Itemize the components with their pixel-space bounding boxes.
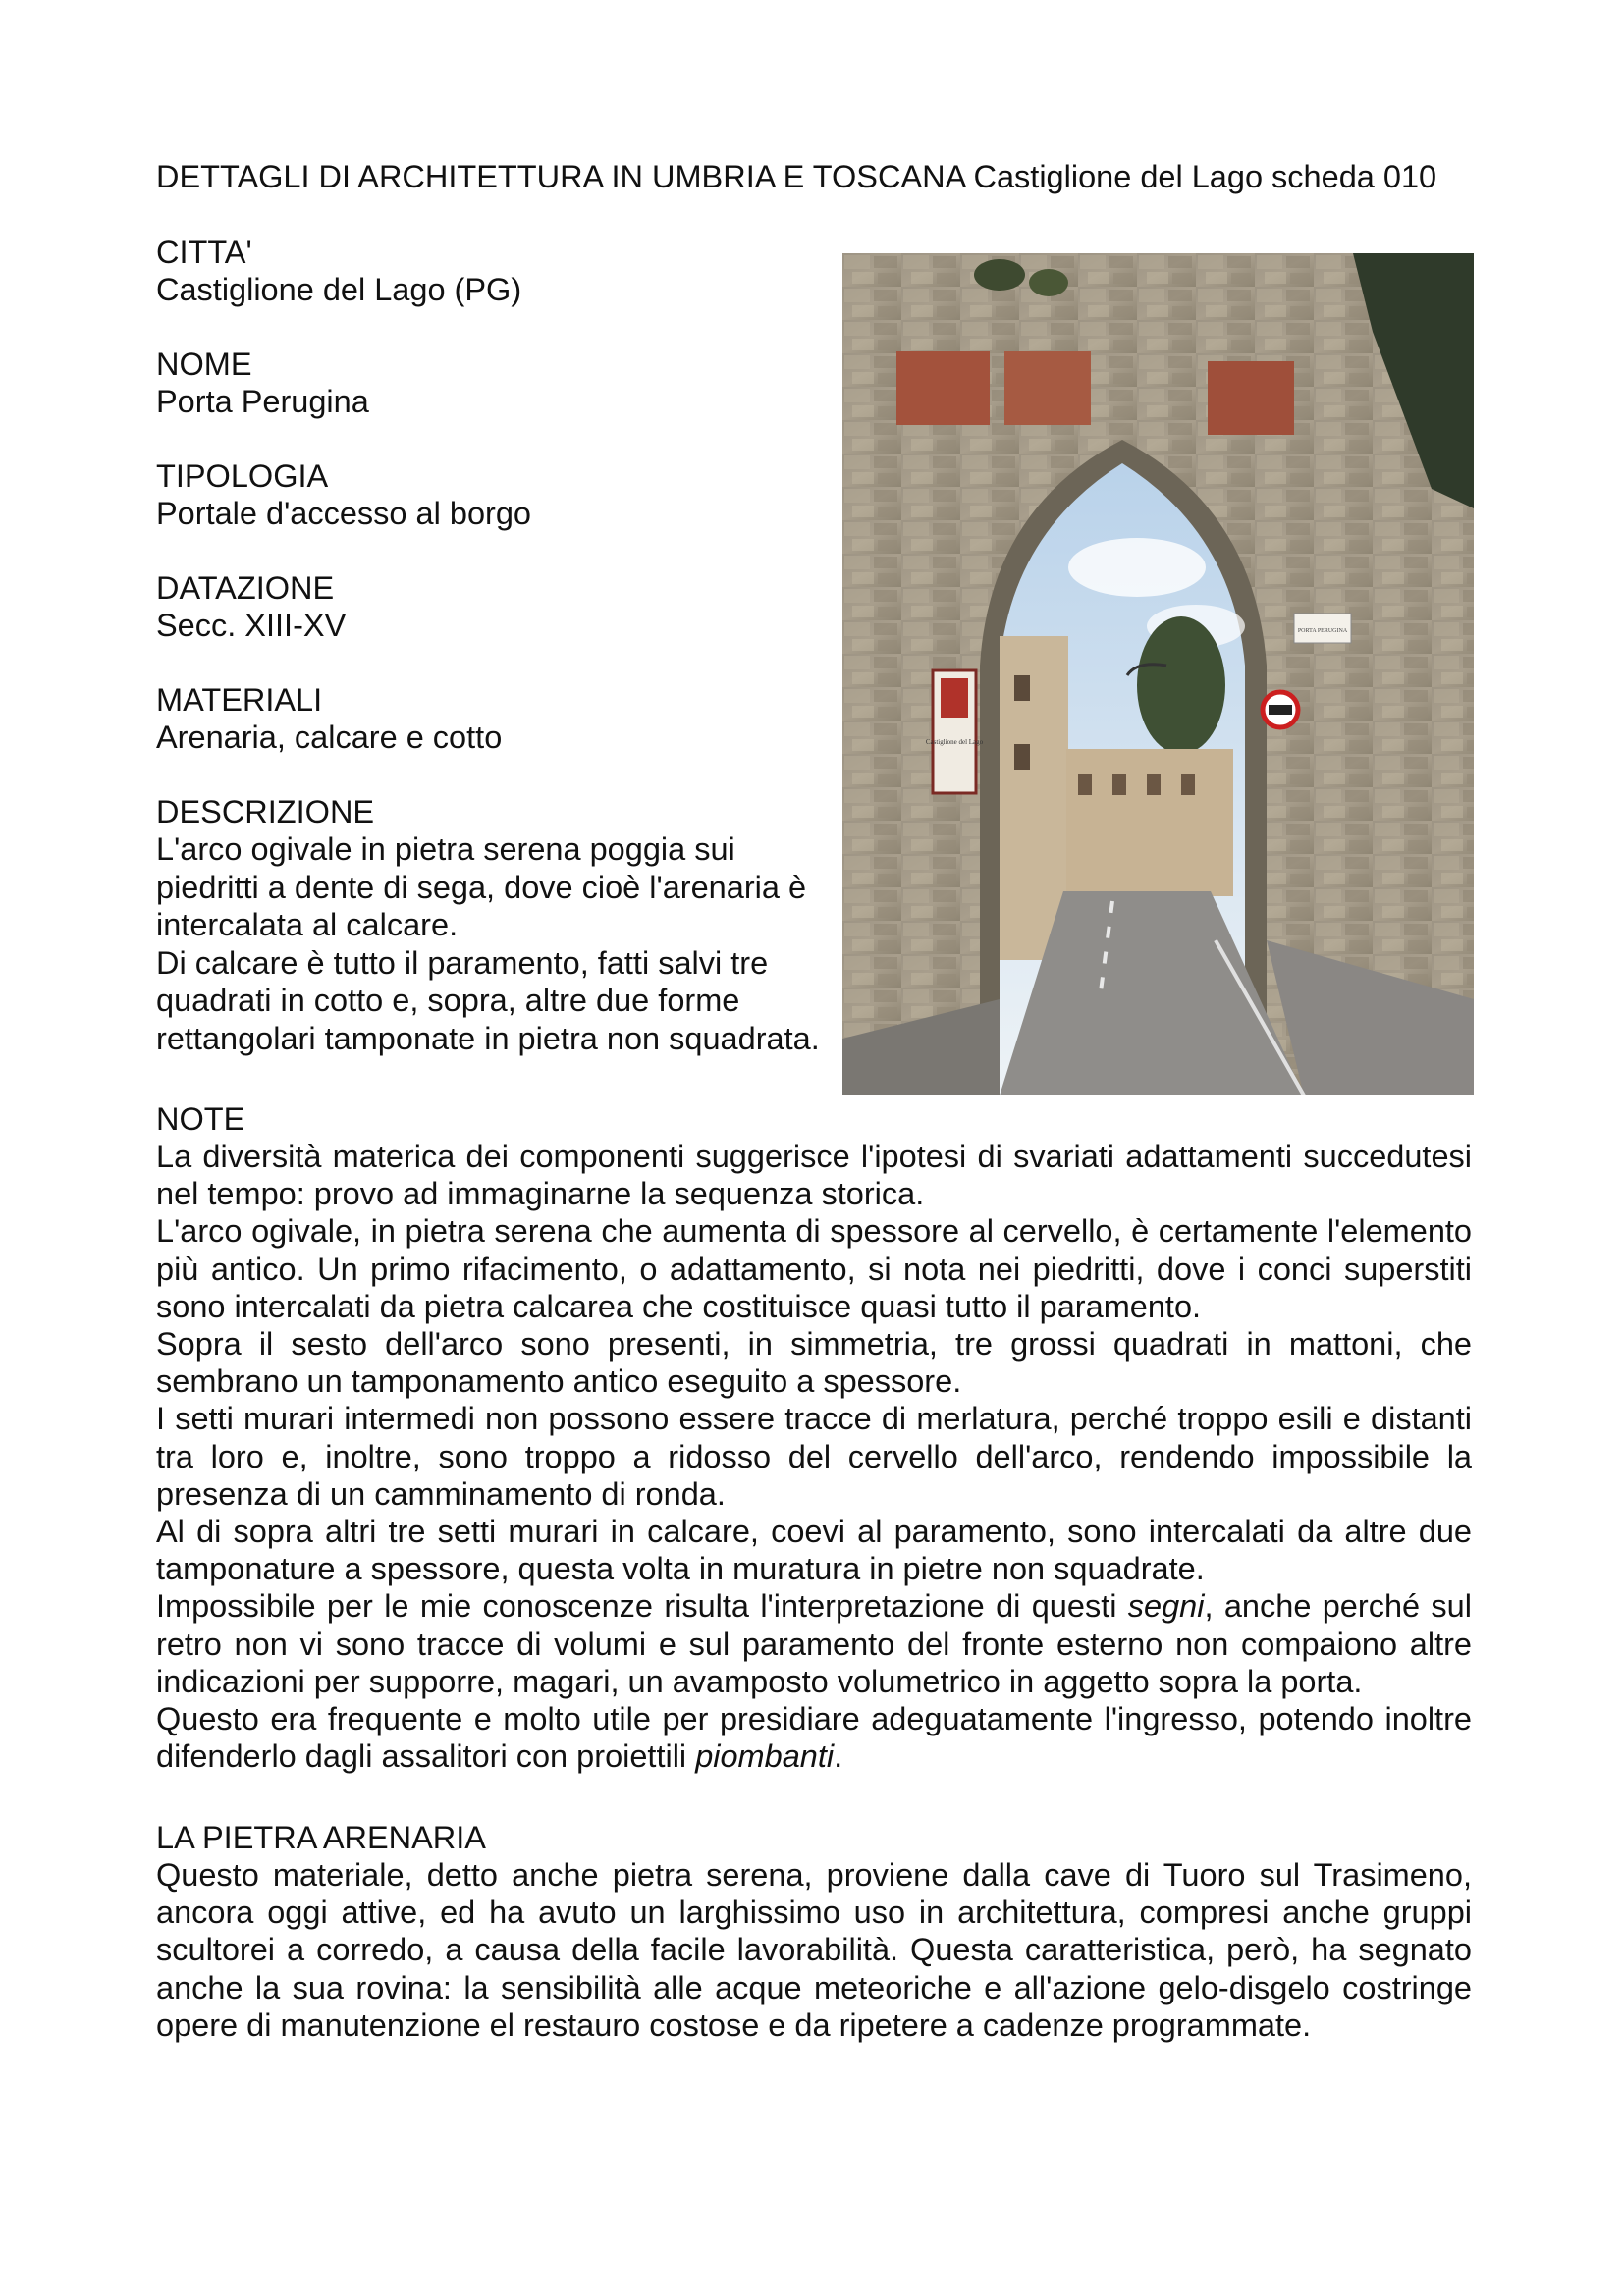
notes-paragraph: Al di sopra altri tre setti murari in calcare, coevi al paramento, sono intercalati da altre due tamponature a spessore, questa volta in muratura in pietre non squadrate. (156, 1514, 1472, 1587)
field-label-citta: CITTA' (156, 235, 252, 270)
notes-text: Impossibile per le mie conoscenze risulta l'interpretazione di questi (156, 1588, 1128, 1625)
field-label-tipologia: TIPOLOGIA (156, 458, 329, 494)
field-datazione (156, 569, 843, 644)
pietra-arenaria-paragraph: Questo materiale, detto anche pietra serena, proviene dalla cave di Tuoro sul Trasimeno, ancora oggi attive, ed ha avuto un larghissimo uso in architettura, compresi anche gruppi scultorei a corredo, a causa della facile lavorabilità. Questa caratteristica, però, ha segnato anche la sua rovina: la sensibilità alle acque meteoriche e all'azione gelo-disgelo costringe opere di manutenzione el restauro costose e da ripetere a cadenze programmate. (156, 1857, 1472, 2043)
field-citta (156, 234, 843, 308)
descrizione-line: quadrati in cotto e, sopra, altre due forme (156, 983, 740, 1018)
field-nome (156, 346, 843, 420)
notes-paragraph: Sopra il sesto dell'arco sono presenti, in simmetria, tre grossi quadrati in mattoni, che sembrano un tamponamento antico eseguito a spessore. (156, 1326, 1472, 1400)
notes-paragraph (156, 1587, 1472, 1700)
descrizione-line: rettangolari tamponate in pietra non squadrata. (156, 1020, 820, 1056)
field-label-materiali: MATERIALI (156, 682, 323, 718)
field-value-datazione: Secc. XIII-XV (156, 608, 347, 643)
page-header: DETTAGLI DI ARCHITETTURA IN UMBRIA E TOSCANA Castiglione del Lago scheda 010 (156, 159, 1437, 194)
notes-title: NOTE (156, 1101, 245, 1137)
notes-paragraph (156, 1700, 1472, 1775)
info-fields (156, 234, 843, 1095)
notes-paragraph: I setti murari intermedi non possono essere tracce di merlatura, perché troppo esili e distanti tra loro e, inoltre, sono troppo a ridosso del cervello dell'arco, rendendo impossibile la presenza di un camminamento di ronda. (156, 1401, 1472, 1512)
field-value-materiali: Arenaria, calcare e cotto (156, 720, 503, 755)
notes-text: . (834, 1738, 843, 1775)
notes-text: , anche perché sul retro non vi sono tracce di volumi e sul paramento del fronte esterno non compaiono altre indicazioni per supporre, magari, un avamposto volumetrico in aggetto sopra la porta. (156, 1588, 1472, 1699)
field-tipologia (156, 457, 843, 532)
notes-text: Questo era frequente e molto utile per presidiare adeguatamente l'ingresso, potendo inoltre difenderlo dagli assalitori con proiettili (156, 1701, 1472, 1775)
descrizione-line: Di calcare è tutto il paramento, fatti salvi tre (156, 944, 769, 981)
notes-paragraph: La diversità materica dei componenti suggerisce l'ipotesi di svariati adattamenti succedutesi nel tempo: provo ad immaginarne la sequenza storica. (156, 1139, 1472, 1212)
porta-perugina-photo (842, 253, 1474, 1095)
sign-left-text: Castiglione del Lago (925, 738, 984, 746)
field-materiali (156, 681, 843, 756)
field-descrizione (156, 793, 843, 1057)
sign-right-text: PORTA PERUGINA (1297, 628, 1348, 634)
field-label-nome: NOME (156, 347, 252, 382)
descrizione-line: piedritti a dente di sega, dove cioè l'arenaria è (156, 869, 807, 905)
field-value-nome: Porta Perugina (156, 384, 369, 419)
pietra-arenaria-title: LA PIETRA ARENARIA (156, 1820, 486, 1855)
field-value-citta: Castiglione del Lago (PG) (156, 272, 522, 307)
pietra-arenaria-section (156, 1819, 1472, 2044)
descrizione-text (156, 830, 843, 1057)
descrizione-line: L'arco ogivale in pietra serena poggia sui (156, 831, 735, 867)
notes-emphasis: piombanti (695, 1738, 835, 1775)
notes-section (156, 1100, 1472, 1775)
field-value-tipologia: Portale d'accesso al borgo (156, 496, 531, 531)
notes-emphasis: segni (1127, 1588, 1205, 1625)
notes-paragraph: L'arco ogivale, in pietra serena che aumenta di spessore al cervello, è certamente l'elemento più antico. Un primo rifacimento, o adattamento, si nota nei piedritti, dove i conci superstiti sono intercalati da pietra calcarea che costituisce quasi tutto il paramento. (156, 1213, 1472, 1324)
descrizione-line: intercalata al calcare. (156, 907, 459, 942)
field-label-descrizione: DESCRIZIONE (156, 794, 375, 829)
field-label-datazione: DATAZIONE (156, 570, 335, 606)
